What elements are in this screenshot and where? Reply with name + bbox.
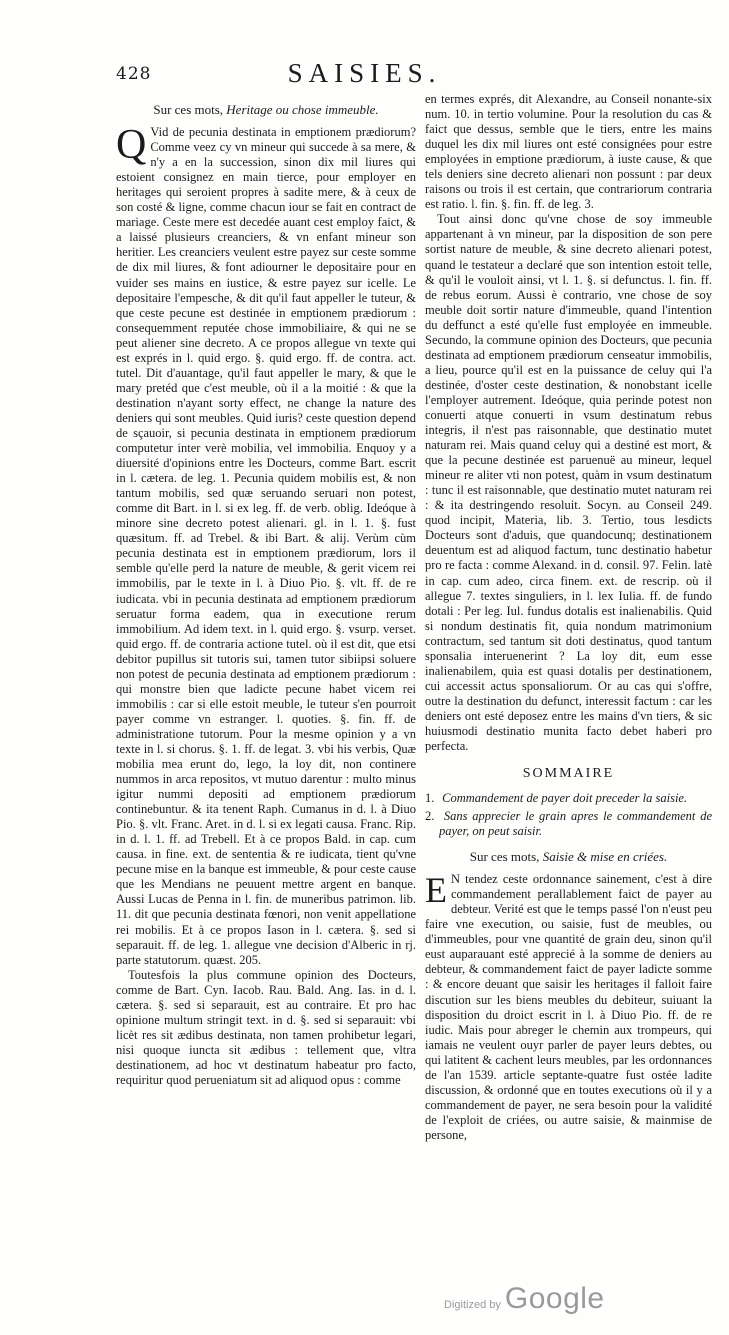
- left-subhead-italic: Heritage ou chose immeuble.: [226, 102, 379, 117]
- right-final-paragraph: N tendez ceste ordonnance sainement, c'est à dire commandement perallablement faict de payer au debteur. Verité est que le temps passé l'on n'eust peu faire vne execution, ou saisie, fust de meubles, ou d'immeubles, pour vne quantité de grain deu, sinon qu'il eust auparauant esté apprecié à la somme de deniers au debteur, & commandement faict de payer ladicte somme : & encore deuant que saisir les heritages il falloit faire discution sur les biens meubles du debiteur, suiuant la disposition du droict escrit in l. à Diuo Pio. ff. de re iudic. Mais pour abreger le chemin aux trompeurs, qui iamais ne veulent ouyr parler de payer leurs debtes, ou qui latitent & cachent leurs meubles, par les ordonnances de l'an 1539. article septante-quatre fust ostée ladite discussion, & ordonné que en toutes executions où il y a commandement de payer, ne sera besoin pour la validité de l'exploit de criées, ou autre saisie, & mainmise de persone,: [425, 872, 712, 1142]
- left-subhead-prefix: Sur ces mots,: [153, 102, 224, 117]
- sommaire-title: SOMMAIRE: [522, 766, 615, 782]
- right-dropcap: E: [425, 870, 447, 911]
- summary-item-number: 2.: [425, 809, 435, 824]
- summary-item-number: 1.: [425, 791, 435, 806]
- left-first-paragraph-block: [116, 122, 416, 968]
- right-paragraph-2: Tout ainsi donc qu'vne chose de soy immeuble appartenant à vn mineur, par la disposition de son pere sortist nature de meuble, & sine decreto alienari potest, quand le testateur a declaré que son intention estoit telle, & qu'il le vouloit ainsi, vt l. 1. §. si defunctus. l. fin. ff. de rebus eorum. Aussi è contrario, vne chose de soy meuble doit sortir nature d'immeuble, quand l'intention du deffunct a esté qu'elle fust employée en immeuble. Secundo, la commune opinion des Docteurs, que pecunia destinata ad emptionem prædiorum censeatur immobilis, a lieu, pource qu'il est en la puissance de celuy qui l'a destinée, d'oster ceste destination, & nonobstant icelle l'employer autrement. Ideóque, quia perinde potest non conuerti atque conuerti in vsum destinatum rebus integris, il n'est pas raisonnable, que destinatio mutet naturam rei. Mais quand celuy qui a destiné est mort, & que la pecune destinée est paruenuë au mineur, lequel mineur re aliter vti non potest, quàm in vsum destinatum : tunc il est raisonnable, que destinatio mutet naturam rei : & ita destringendo resoluit. Socyn. au Conseil 249. quod incipit, Materia, lib. 3. Tertio, tous lesdicts Docteurs sont d'aduis, que quandocunq; destinationem deuentum est ad aliquod factum, tunc destinatio habetur pro re facta : comme Alexand. in d. consil. 97. Felin. latè in cap. cum adeo, circa finem. ext. de rescrip. où il allegue 7. textes singuliers, in l. lex Iulia. ff. de fundo dotali : Per leg. Iul. fundus dotalis est inalienabilis. Quid si nondum destinatis fit, quia nondum matrimonium contractum, sed tantum sit doti destinatus, quod tantum sponsalia interuenerint ? La loy dit, eum esse inalienabilem, quia est quasi dotalis per destinationem, cui accessit actus sponsaliorum. Or au cas qui s'offre, outre la destination du defunct, interessit factum : car les deniers ont esté deposez entre les mains d'vn tiers, & sic huiusmodi destinatio munita facto debet haberi pro perfecta.: [425, 212, 712, 754]
- google-watermark: [444, 1282, 605, 1316]
- left-dropcap: Q: [116, 122, 147, 169]
- right-final-paragraph-block: [425, 872, 712, 1143]
- running-title: SAISIES.: [287, 58, 442, 88]
- left-paragraph-1: Vid de pecunia destinata in emptionem prædiorum? Comme veez cy vn mineur qui succede à sa mere, & n'y a en la succession, sinon dix mil liures qui estoient consignez en main tierce, pour employer en heritages qui seroient propres à sadite mere, & à ceux de son costé & ligne, comme chacun iour se fait en contract de mariage. Ceste mere est decedée auant cest employ faict, & a laissé plusieurs creanciers, & vn enfant mineur son heritier. Les creanciers veulent estre payez sur ceste somme de dix mil liures, & font adiourner le depositaire pour en vuider ses mains en iustice, & estre payez sur icelle. Le depositaire l'empesche, & dit qu'il faut appeller le tuteur, & que ceste pecune est destinée in emptionem prædiorum : consequemment reputée chose immobiliaire, & qui ne se peut aliener sine decreto. A ce propos allegue vn texte qui est exprés in l. quid ergo. §. quid ergo. ff. de contra. act. tutel. Dit d'auantage, qu'il faut appeller le mary, & que le mary pretéd que c'est meuble, où il a la moitié : & que la destination n'ayant sorty effect, ne change la nature des deniers qui sont meubles. Quid iuris? ceste question depend de sçauoir, si pecunia destinata in emptionem prædiorum computetur inter verè mobilia, vel immobilia. Enquoy y a diuersité d'opinions entre les Docteurs, comme Bart. escrit in l. cætera. de leg. 1. Pecunia quidem mobilis est, & non tantum mobilis, sed quæ seruando seruari non potest, comme dit Bart. in l. si ex leg. ff. de verb. oblig. Ideóque à minore sine decreto potest alienari. gl. in l. 1. §. fust quæsitum. ff. ad Trebel. & ibi Bart. & alij. Verùm cùm pecunia destinata est in emptionem prædiorum, lors il semble qu'elle perd la nature de meuble, & gerit vicem rei immobilis, par le texte in l. à Diuo Pio. §. vlt. ff. de re iudicata. vbi in pecunia destinata ad emptionem prædiorum seruatur forma eadem, qua in executione rerum immobilium. Ad idem text. in l. quid ergo. §. vsurp. verset. quid ergo. ff. de contraria actione tutel. où il est dit, que etsi debitor pupillus sit tutoris sui, tamen tutor sibiipsi soluere non potest de pecunia destinata ad emptionem prædiorum : qui monstre bien que ladicte pecune habet vicem rei immobilis : car si elle estoit meuble, le tuteur s'en pourroit payer comme vn estranger. l. quoties. §. fin. ff. de administratione tutorum. Pour la mesme opinion y a vn texte in l. si chorus. §. 1. ff. de legat. 3. vbi his verbis, Quæ mobilia mea erunt do, lego, la loy dit, non continere nummos in arca repositos, vt mutuo darentur : multo minus igitur nummi depositi ad emptionem prædiorum continebuntur. & ita tenent Raph. Cumanus in d. l. à Diuo Pio. §. vlt. Franc. Aret. in d. l. si ex legati causa. Franc. Rip. in d. l. 1. ff. ad Trebell. Et à ce propos Bald. in cap. cum causa. in fine. ext. de sententia & re iudicata, tient qu'vne pecune mise en la banque est immeuble, & pour ceste cause que les Mendians ne peuuent mettre argent en banque. Aussi Lucas de Penna in l. fin. de muneribus patrimon. lib. 11. dit que pecunia destinata fœnori, non venit appellatione rei mobilis. Et à ce propos Iason in l. cætera. §. sed si separauit. ff. de leg. 1. allegue vne decision d'Alberic in rj. parte statutorum. quæst. 205.: [116, 125, 416, 967]
- right-paragraph-1: en termes exprés, dit Alexandre, au Conseil nonante-six num. 10. in tertio volumine. Pour la resolution du cas & faict que dessus, semble que le tiers, entre les mains duquel les dix mil liures ont esté consignées pour estre employées in emptione prædiorum, à iuste cause, & que tels deniers sine decreto alienari non possunt : par deux raisons ou trois il est certain, que contrariorum contraria est ratio. l. fin. §. fin. ff. de leg. 3.: [425, 92, 712, 212]
- summary-item: [425, 791, 712, 806]
- summary-item-text: Commandement de payer doit preceder la saisie.: [442, 791, 688, 806]
- summary-item: [425, 809, 712, 839]
- right-subhead-prefix: Sur ces mots,: [469, 849, 540, 865]
- summary-list: [425, 791, 712, 839]
- watermark-digitized-by: Digitized by: [444, 1299, 501, 1311]
- left-subhead: [116, 102, 416, 117]
- right-column: [425, 92, 712, 1240]
- watermark-google-logo: Google: [504, 1282, 605, 1315]
- left-column: [116, 92, 416, 1240]
- summary-item-text: Sans apprecier le grain apres le commandement de payer, on peut saisir.: [439, 809, 712, 839]
- right-subhead-italic: Saisie & mise en criées.: [542, 849, 668, 865]
- right-subhead: [425, 849, 712, 864]
- page-number: 428: [116, 64, 152, 84]
- left-paragraph-2: Toutesfois la plus commune opinion des Docteurs, comme de Bart. Cyn. Iacob. Rau. Bald. Ang. Ias. in d. l. cætera. §. sed si separauit, est au contraire. Et pro hac opinione multum stringit text. in d. §. sed si separauit: vbi licèt res sit ædibus destinata, non tamen prohibetur legari, nisi quoque iuncta sit ædibus : tellement que, vltra destinationem, ad hoc vt destinatum habeatur pro facto, requiritur quod perueniatum sit ad aliquod opus : comme: [116, 967, 416, 1087]
